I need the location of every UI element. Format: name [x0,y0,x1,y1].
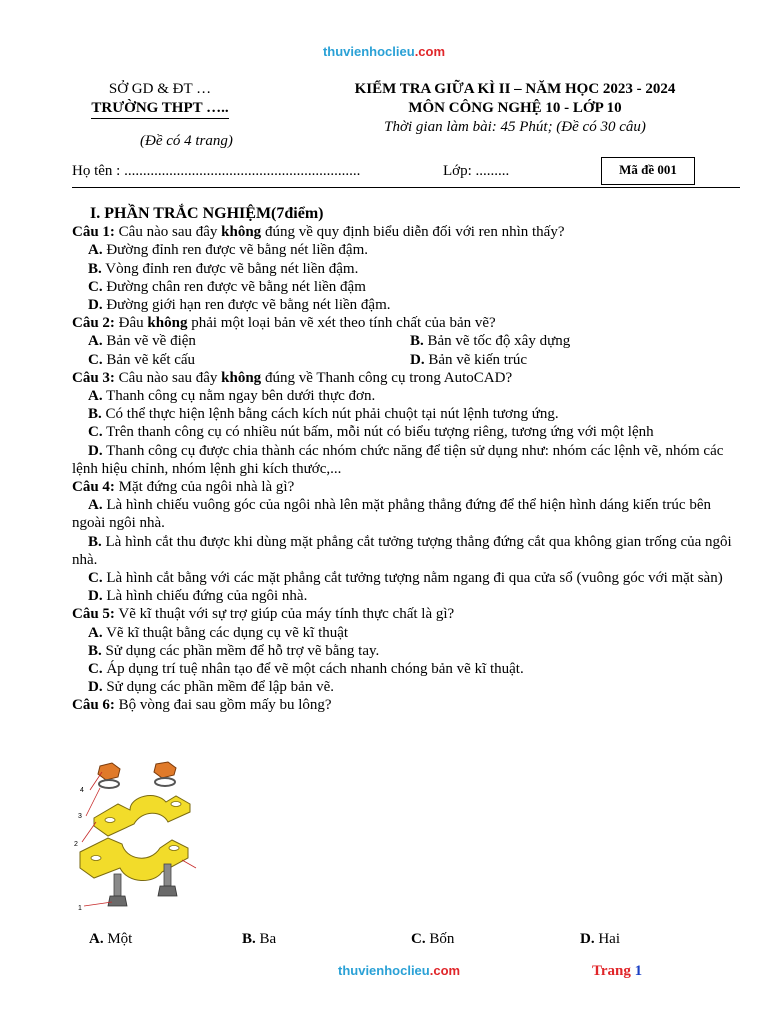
option: A. Vẽ kĩ thuật bằng các dụng cụ vẽ kĩ thuật [88,624,349,641]
option: D. Sử dụng các phần mềm để lập bản vẽ. [88,679,334,696]
question-1: Câu 1: Câu nào sau đây không đúng về quy định biểu diễn đối với ren nhìn thấy? [72,224,565,241]
option: A. Là hình chiếu vuông góc của ngôi nhà lên mặt phẳng thẳng đứng để thể hiện hình dáng kiến trúc bên ngoài ngôi nhà. [72,497,711,532]
option: A. Bản vẽ về điện [88,333,196,350]
class-field: Lớp: ......... [443,163,510,179]
option: B. Là hình cắt thu được khi dùng mặt phẳng cắt tưởng tượng thẳng đứng cắt qua không gian trống của ngôi nhà. [72,533,732,568]
figure-label: 4 [80,787,84,794]
option: C. Là hình cắt bằng với các mặt phẳng cắt tưởng tượng nằm ngang đi qua cửa sổ (vuông góc với mặt sàn) [88,570,723,587]
clamp-assembly-figure [72,760,202,915]
exam-title: KIỂM TRA GIỮA KÌ II – NĂM HỌC 2023 - 2024 [354,81,676,97]
option: C. Áp dụng trí tuệ nhân tạo để vẽ một cách nhanh chóng bản vẽ kĩ thuật. [88,661,524,678]
option: B. Vòng đỉnh ren được vẽ bằng nét liền đậm. [88,260,359,277]
question-4: Câu 4: Mặt đứng của ngôi nhà là gì? [72,479,295,496]
option: D. Bản vẽ kiến trúc [410,351,528,368]
option-row [72,332,732,350]
option: B. Ba [242,931,277,947]
school-name: TRƯỜNG THPT ….. [91,99,228,119]
page-number: Trang 1 [592,963,643,979]
header-divider [72,187,740,188]
pages-note: (Đề có 4 trang) [140,133,233,149]
option: A. Thanh công cụ nằm ngay bên dưới thực đơn. [88,388,376,405]
option: D. Thanh công cụ được chia thành các nhóm chức năng để tiện sử dụng như: nhóm các lệnh vẽ, nhóm các lệnh hiệu chỉnh, nhóm lệnh ghi kích thước,... [72,442,724,477]
figure-label: 1 [78,905,82,912]
option: D. Hai [580,931,621,947]
student-name-field: Họ tên : ............................................................... [72,163,361,179]
option: C. Trên thanh công cụ có nhiều nút bấm, mỗi nút có biểu tượng riêng, tương ứng với một lệnh [88,424,654,441]
option: B. Bản vẽ tốc độ xây dựng [410,333,571,350]
option-row [72,351,732,369]
figure-label: 2 [74,841,78,848]
option: A. Đường đỉnh ren được vẽ bằng nét liền đậm. [88,242,368,259]
exam-duration: Thời gian làm bài: 45 Phút; (Đề có 30 câu) [384,119,646,135]
exam-content [72,205,732,715]
figure-label: 3 [78,813,82,820]
question-5: Câu 5: Vẽ kĩ thuật với sự trợ giúp của máy tính thực chất là gì? [72,606,455,623]
subject-title: MÔN CÔNG NGHỆ 10 - LỚP 10 [408,100,622,116]
section-title: I. PHẦN TRẮC NGHIỆM(7điểm) [90,205,324,222]
header-right [300,80,730,137]
option: C. Đường chân ren được vẽ bằng nét liền đậm [88,278,366,295]
question-2: Câu 2: Đâu không phải một loại bản vẽ xét theo tính chất của bản vẽ? [72,315,496,332]
question-3: Câu 3: Câu nào sau đây không đúng về Thanh công cụ trong AutoCAD? [72,369,513,386]
header-left [60,80,260,119]
option: B. Có thể thực hiện lệnh bằng cách kích nút phải chuột tại nút lệnh tương ứng. [88,406,559,423]
option: C. Bốn [411,931,455,947]
question-6: Câu 6: Bộ vòng đai sau gồm mấy bu lông? [72,697,332,714]
site-name-top: thuvienhoclieu.com [322,44,446,59]
option: A. Một [89,931,133,947]
exam-code-box: Mã đề 001 [601,157,695,185]
option: D. Đường giới hạn ren được vẽ bằng nét liền đậm. [88,297,391,314]
option: C. Bản vẽ kết cấu [88,351,196,368]
dept-name: SỞ GD & ĐT … [108,81,212,97]
clamp-assembly-illustration [72,760,202,915]
site-name-footer: thuvienhoclieu.com [338,963,461,978]
option: B. Sử dụng các phần mềm để hỗ trợ vẽ bằng tay. [88,642,380,659]
option: D. Là hình chiếu đứng của ngôi nhà. [88,588,308,605]
